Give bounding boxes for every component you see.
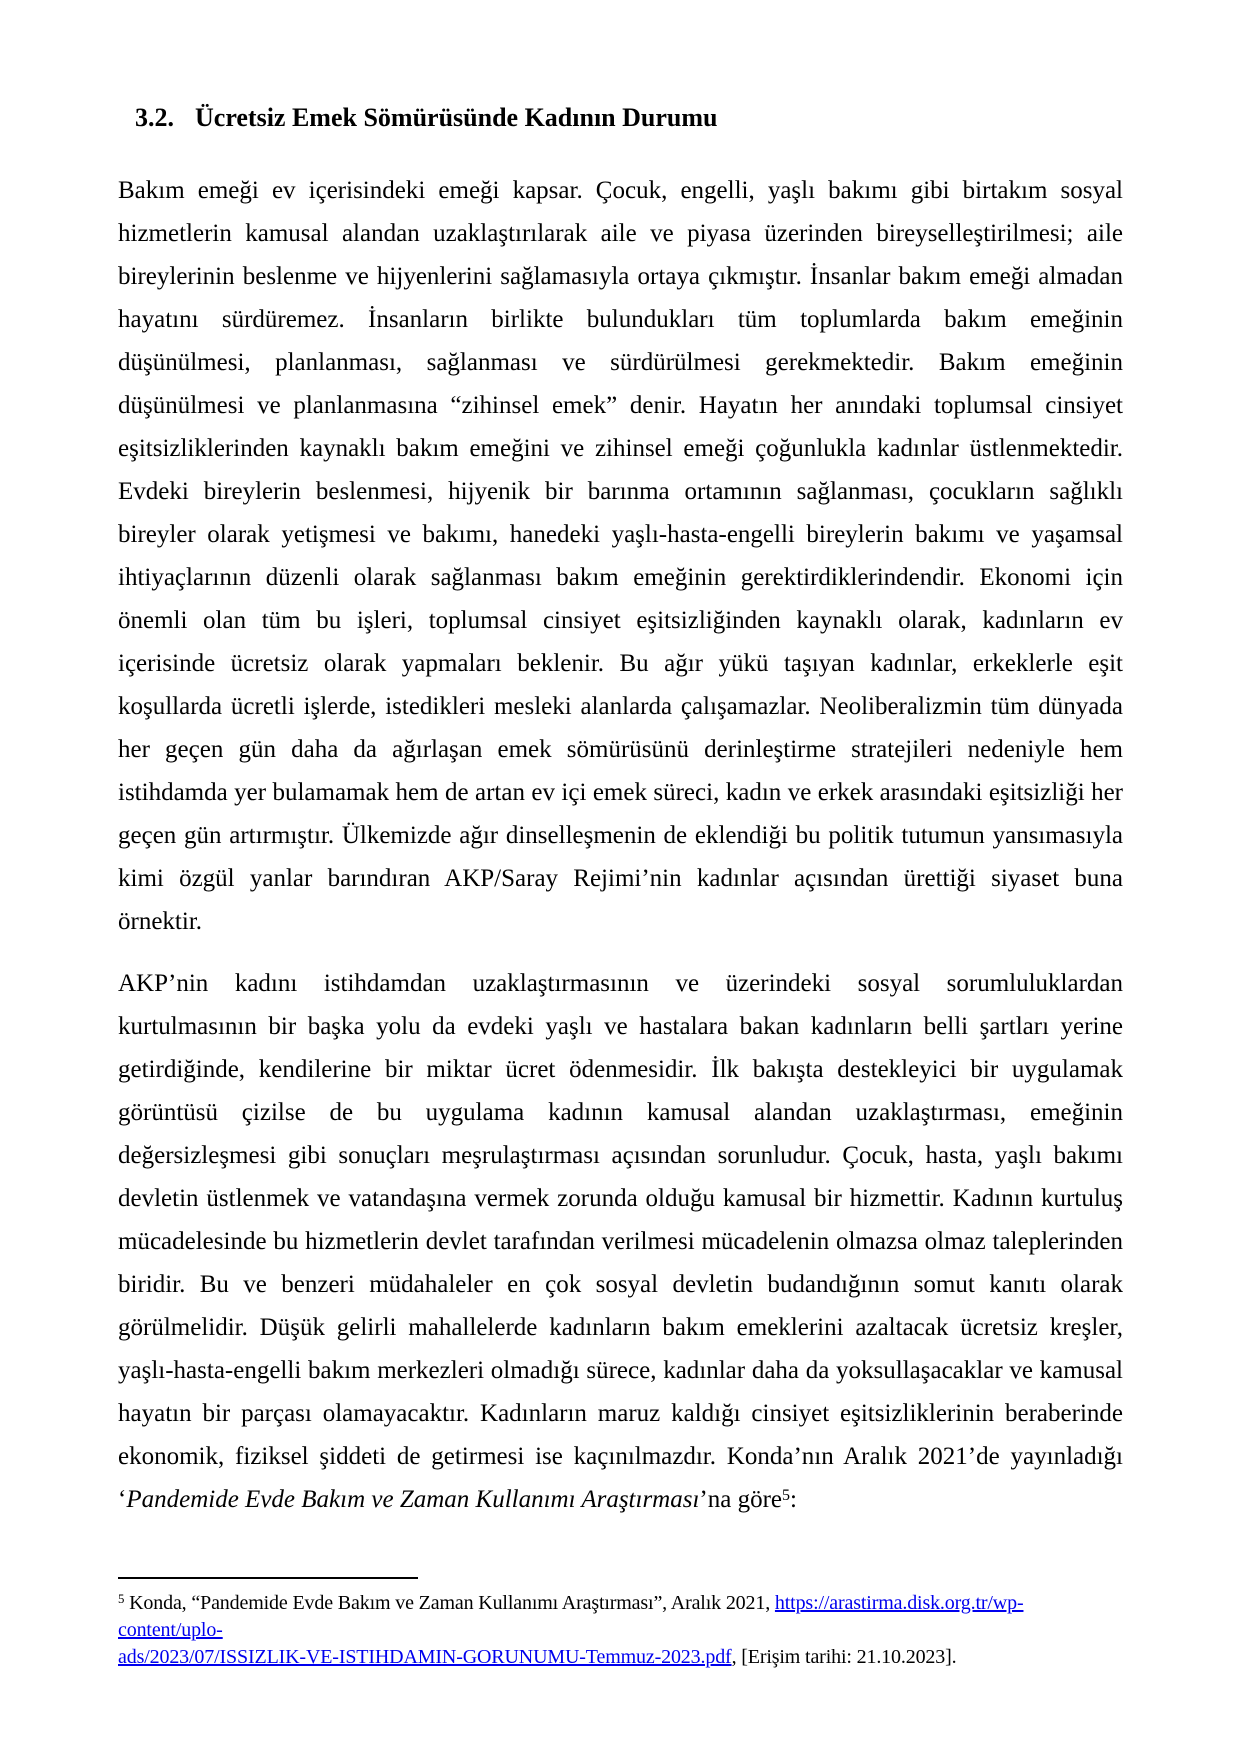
paragraph-care-labor: Bakım emeği ev içerisindeki emeği kapsar. Çocuk, engelli, yaşlı bakımı gibi birtakım sosyal hizmetlerin kamusal alandan uzaklaştırılarak aile ve piyasa üzerinden bireyselleştirilmesi; aile bireylerinin beslenme ve hijyenlerini sağlamasıyla ortaya çıkmıştır. İnsanlar bakım emeği almadan hayatını sürdüremez. İnsanların birlikte bulundukları tüm toplumlarda bakım emeğinin düşünülmesi, planlanması, sağlanması ve sürdürülmesi gerekmektedir. Bakım emeğinin düşünülmesi ve planlanmasına “zihinsel emek” denir. Hayatın her anındaki toplumsal cinsiyet eşitsizliklerinden kaynaklı bakım emeğini ve zihinsel emeği çoğunlukla kadınlar üstlenmektedir. Evdeki bireylerin beslenmesi, hijyenik bir barınma ortamının sağlanması, çocukların sağlıklı bireyler olarak yetişmesi ve bakımı, hanedeki yaşlı-hasta-engelli bireylerin bakımı ve yaşamsal ihtiyaçlarının düzenli olarak sağlanması bakım emeğinin gerektirdiklerindendir. Ekonomi için önemli olan tüm bu işleri, toplumsal cinsiyet eşitsizliğinden kaynaklı olarak, kadınların ev içerisinde ücretsiz olarak yapmaları beklenir. Bu ağır yükü taşıyan kadınlar, erkeklerle eşit koşullarda ücretli işlerde, istedikleri mesleki alanlarda çalışamazlar. Neoliberalizmin tüm dünyada her geçen gün daha da ağırlaşan emek sömürüsünü derinleştirme stratejileri nedeniyle hem istihdamda yer bulamamak hem de artan ev içi emek süreci, kadın ve erkek arasındaki eşitsizliği her geçen gün artırmıştır. Ülkemizde ağır dinselleşmenin de eklendiği bu politik tutumun yansımasıyla kimi özgül yanlar barındıran AKP/Saray Rejimi’nin kadınlar açısından ürettiği siyaset buna örnektir.	[118, 177, 1123, 935]
footnote-citation: Konda, “Pandemide Evde Bakım ve Zaman Kullanımı Araştırması”, Aralık 2021,	[124, 1592, 775, 1614]
footnote-link-line2: ads/2023/07/ISSIZLIK-VE-ISTIHDAMIN-GORUNUMU-Temmuz-2023.pdf	[118, 1646, 732, 1668]
section-number: 3.2.	[135, 103, 174, 132]
footnote-text	[118, 1590, 1123, 1671]
footnote-number: 5	[118, 1592, 125, 1607]
footnote-reference-marker: 5	[782, 1486, 791, 1504]
footnote-link-line1: https://arastirma.disk.org.tr/wp-content/uplo-	[118, 1592, 1024, 1641]
paragraph-akp-policy-suffix: ’na göre	[699, 1486, 783, 1513]
footnote-access-date: , [Erişim tarihi: 21.10.2023].	[731, 1646, 957, 1668]
cited-report-title: Pandemide Evde Bakım ve Zaman Kullanımı Araştırması	[126, 1486, 700, 1513]
section-heading	[118, 101, 1123, 134]
paragraph-colon: :	[790, 1486, 797, 1513]
section-title: Ücretsiz Emek Sömürüsünde Kadının Durumu	[195, 103, 718, 132]
footnote-section	[118, 1577, 1123, 1671]
paragraph-akp-policy-text: AKP’nin kadını istihdamdan uzaklaştırmasının ve üzerindeki sosyal sorumluluklardan kurtulmasının bir başka yolu da evdeki yaşlı ve hastalara bakan kadınların belli şartları yerine getirdiğinde, kendilerine bir miktar ücret ödenmesidir. İlk bakışta destekleyici bir uygulamak görüntüsü çizilse de bu uygulama kadının kamusal alandan uzaklaştırması, emeğinin değersizleşmesi gibi sonuçları meşrulaştırması açısından sorunludur. Çocuk, hasta, yaşlı bakımı devletin üstlenmek ve vatandaşına vermek zorunda olduğu kamusal bir hizmettir. Kadının kurtuluş mücadelesinde bu hizmetlerin devlet tarafından verilmesi mücadelenin olmazsa olmaz taleplerinden biridir. Bu ve benzeri müdahaleler en çok sosyal devletin budandığının somut kanıtı olarak görülmelidir. Düşük gelirli mahallelerde kadınların bakım emeklerini azaltacak ücretsiz kreşler, yaşlı-hasta-engelli bakım merkezleri olmadığı sürece, kadınlar daha da yoksullaşacaklar ve kamusal hayatın bir parçası olamayacaktır. Kadınların maruz kaldığı cinsiyet eşitsizliklerinin beraberinde ekonomik, fiziksel şiddeti de getirmesi ise kaçınılmazdır. Konda’nın Aralık 2021’de yayınladığı ‘	[118, 970, 1123, 1513]
footnote-separator	[118, 1577, 418, 1579]
paragraph-akp-policy	[118, 962, 1123, 1521]
